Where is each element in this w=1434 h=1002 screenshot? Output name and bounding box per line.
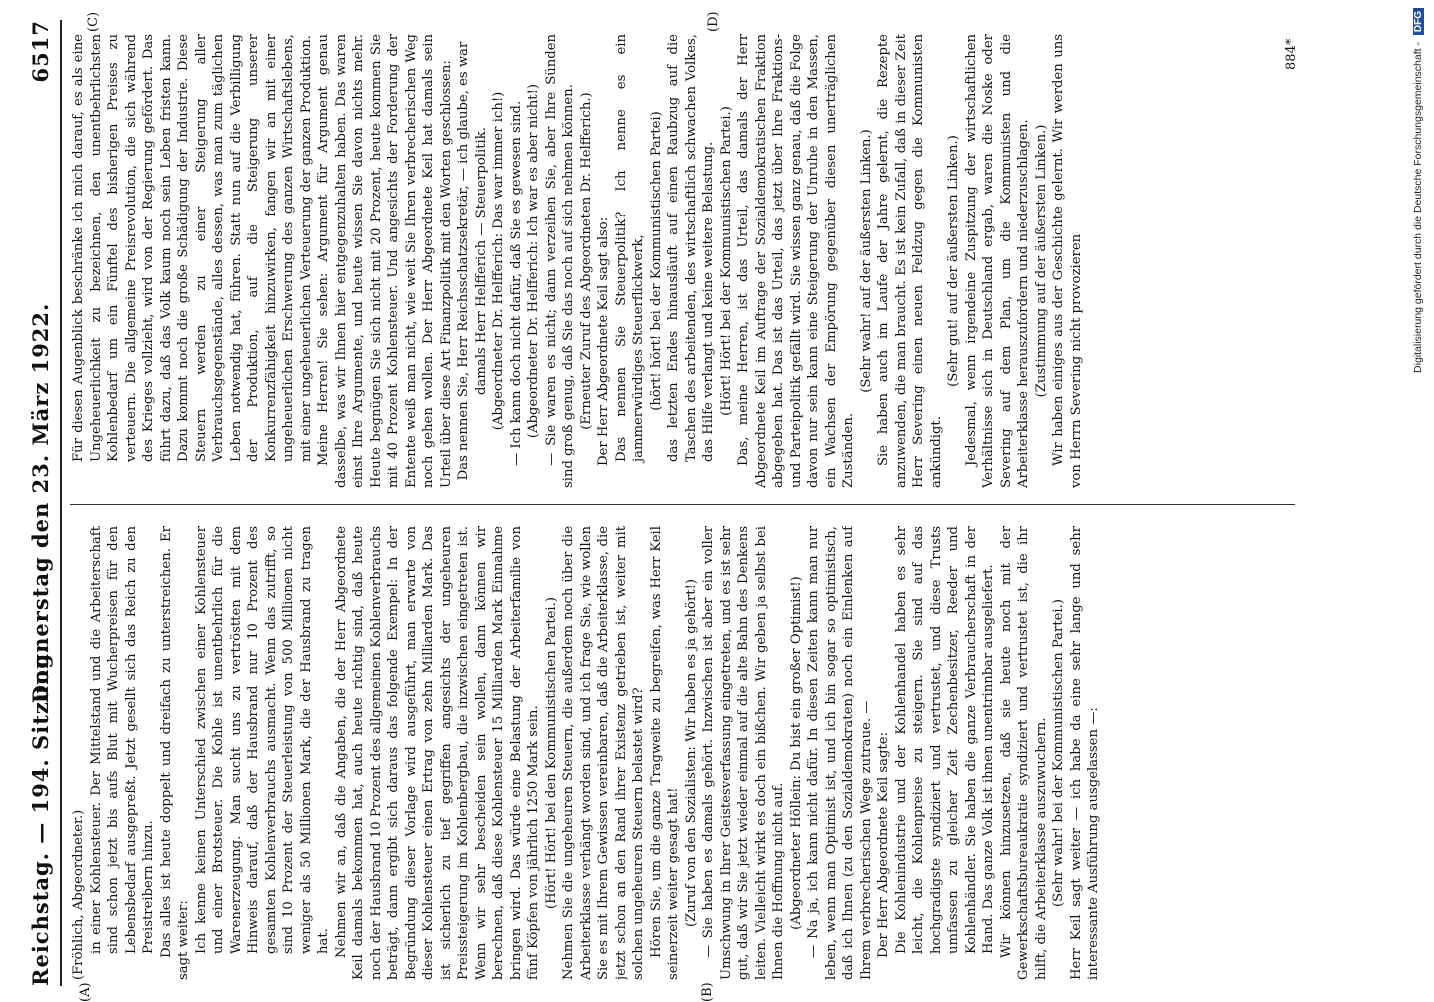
paragraph: Der Herr Abgeordnete Keil sagte: [876,731,891,958]
paragraph: (Sehr wahr! auf der äußersten Linken.) [858,129,874,393]
paragraph: Nehmen wir an, daß die Angaben, die der Herr Abgeordnete Keil damals bekommen hat, auch heute richtig sind, daß heute noch der Hausbrand 10 Prozent des allgemeinen Kohlenverbrauchs beträgt, dann ergibt sich daraus das folgende Exempel: In der Begründung dieser Vorlage wird ausgeführt, man erwarte von dieser Kohlensteuer einen Ertrag von zehn Milliarden Mark. Das ist sicherlich zu tief gegriffen angesichts der ungeheuren Preissteigerung im Kohlenbergbau, die inzwischen eingetreten ist. Wenn wir sehr bescheiden sein wollen, dann können wir berechnen, daß diese Kohlensteuer 15 Milliarden Mark Einnahme bringen wird. Das würde eine Belastung der Arbeiterfamilie von fünf Köpfen von jährlich 1250 Mark sein. [333,526,541,980]
paragraph: (Fröhlich, Abgeordneter.) [71,809,86,980]
paragraph: Herr Keil sagt weiter — ich habe da eine sehr lange und sehr interessante Ausführung ausgelassen —: [1068,526,1101,980]
paragraph: Der Herr Abgeordnete Keil sagt also: [596,216,611,466]
paragraph: Die Kohlenindustrie und der Kohlenhandel haben es sehr leicht, die Kohlenpreise zu steigern. Sie sind auf das hochgradigste syndiziert und vertrustet, und diese Trusts umfassen zu gleicher Zeit Zechenbesitzer, Reeder und Kohlenhändler. Sie haben die ganze Verbraucherschaft in der Hand. Das ganze Volk ist ihnen unentrinnbar ausgeliefert. [893,526,996,954]
paragraph: (Zuruf von den Sozialisten: Wir haben es ja gehört!) [683,578,699,928]
column-divider [70,504,1295,505]
page-header [26,20,62,986]
page-number: 6517 [28,20,53,83]
paragraph: Nehmen Sie die ungeheuren Steuern, die außerdem noch über die Arbeiterklasse verhängt worden sind, und ich frage Sie, wie wollen Sie es mit Ihrem Gewissen vereinbaren, daß die Arbeiterklasse, die jetzt schon an den Rand ihrer Existenz getrieben ist, weiter mit solchen ungeheuren Steuern belastet wird? [561,526,646,980]
paragraph: (Hört! Hört! bei den Kommunistischen Partei.) [543,597,559,909]
paragraph: (Abgeordneter Dr. Helfferich: Ich war es aber nicht!) [526,83,541,439]
paragraph: Für diesen Augenblick beschränke ich mich darauf, es als eine Ungeheuerlichkeit zu bezeichnen, den unentbehrlichsten Kohlenbedarf um ein Fünftel des bisherigen Preises zu verteuern. Die allgemeine Preisrevolution, die sich während des Krieges vollzieht, wird von der Regierung gefördert. Das führt dazu, daß das Volk kaum noch sein Leben fristen kann. Dazu kommt noch die große Schädigung der Industrie. Diese Steuern werden zu einer Steigerung aller Verbrauchsgegenstände, alles dessen, was man zum täglichen Leben notwendig hat, führen. Statt nun auf die Verbilligung der Produktion, auf die Steigerung unserer Konkurrenzfähigkeit hinzuwirken, fangen wir an mit einer ungeheuerlichen Erschwerung des ganzen Wirtschaftslebens, mit einer ungeheuerlichen Verteuerung der ganzen Produktion. [71,34,314,462]
paragraph: in einer Kohlensteuer. Der Mittelstand und die Arbeiterschaft sind schon jetzt bis aufs Blut mit Wucherpreisen für den Lebensbedarf ausgepreßt. Jetzt gesellt sich das Reich zu den Preistreibern hinzu. [88,526,156,954]
margin-marker-a: (A) [78,982,93,1002]
dfg-logo: DFG [1413,8,1424,35]
right-column [70,34,1300,488]
paragraph: — Sie waren es nicht; dann verzeihen Sie, aber Ihre Sünden sind groß genug, daß Sie das noch auf sich nehmen können. [543,34,576,488]
paragraph: das letzten Endes hinausläuft auf einen Raubzug auf die Taschen des arbeitenden, des wirtschaftlich schwachen Volkes, das Hilfe verlangt und keine weitere Belastung. [666,34,716,462]
header-date: Donnerstag den 23. März 1922. [28,302,53,704]
paragraph: Meine Herren! Sie sehen: Argument für Argument genau dasselbe, was wir Ihnen hier entgegenzuhalten haben. Das waren einst Ihre Argumente, und heute wissen Sie davon nichts mehr. Heute begnügen Sie sich nicht mit 20 Prozent, heute kommen Sie mit 40 Prozent Kohlensteuer. Und angesichts der Forderung der Entente weiß man nicht, wie weit Sie Ihren verbrecherischen Weg noch gehen wollen. Der Herr Abgeordnete Keil hat damals sein Urteil über diese Art Finanzpolitik mit den Worten geschlossen: [316,34,454,488]
paragraph: Jedesmal, wenn irgendeine Zuspitzung der wirtschaftlichen Verhältnisse sich in Deutschland ergab, waren die Noske oder Severing auf dem Plan, um die Kommunisten und die Arbeiterklasse herauszufordern und niederzuschlagen. [963,34,1031,488]
margin-marker-b: (B) [700,982,715,1002]
paragraph: (Abgeordneter Dr. Helfferich: Das war immer ich!) [491,91,506,431]
dfg-side-note [1412,8,1430,998]
paragraph: (hört! hört! bei der Kommunistischen Partei) [648,111,664,411]
paragraph: Das nennen Sie, Herr Reichsschatzsekretär, — ich glaube, es war damals Herr Helfferich — Steuerpolitik. [456,41,489,481]
paragraph: — Ich kann doch nicht dafür, daß Sie es gewesen sind. [508,100,524,466]
paragraph: Das, meine Herren, ist das Urteil, das damals der Herr Abgeordnete Keil im Auftrage der Sozialdemokratischen Fraktion abgegeben hat. Das ist das Urteil, das jetzt über Ihre Fraktions- und Parteipolitik gefällt wird. Sie wissen ganz genau, daß die Folge davon nur sein kann eine Steigerung der Unruhe in den Massen, ein Wachsen der Empörung gegenüber diesen unerträglichen Zuständen. [736,34,856,488]
paragraph: (Zustimmung auf der äußersten Linken.) [1033,124,1049,398]
signature-mark: 884* [1284,38,1299,70]
paragraph: — Sie haben es damals gehört. Inzwischen ist aber ein voller Umschwung in Ihrer Geistesverfassung eingetreten, und es ist sehr gut, daß wir Sie jetzt wieder einmal auf die alte Bahn des Denkens leiten. Vielleicht wirkt es doch ein bißchen. Wir geben ja selbst bei Ihnen die Hoffnung nicht auf. [701,526,786,980]
paragraph: Sie haben auch im Laufe der Jahre gelernt, die Rezepte anzuwenden, die man braucht. Es ist kein Zufall, daß in dieser Zeit Herr Severing einen neuen Feldzug gegen die Kommunisten ankündigt. [876,34,944,488]
paragraph: (Sehr gut! auf der äußersten Linken.) [946,135,961,387]
paragraph: Das nennen Sie Steuerpolitik? Ich nenne es ein jammerwürdiges Steuerflickwerk, [613,34,646,462]
paragraph: Wir können hinzusetzen, daß sie heute noch mit der Gewerkschaftsbureaukratie syndiziert und vertrustet ist, die ihr hilft, die Arbeiterklasse auszuwuchern. [998,526,1049,980]
paragraph: Hören Sie, um die ganze Tragweite zu begreifen, was Herr Keil seinerzeit weiter gesagt hat! [648,526,681,980]
left-column [70,526,1300,980]
paragraph: Wir haben einiges aus der Geschichte gelernt. Wir werden uns von Herrn Severing nicht provozieren [1051,34,1084,488]
margin-marker-d: (D) [706,11,721,32]
margin-marker-c: (C) [86,11,101,32]
paragraph: (Hört! Hört! bei der Kommunistischen Partei.) [718,106,734,416]
paragraph: Ich kenne keinen Unterschied zwischen einer Kohlensteuer und einer Brotsteuer. Die Kohle ist unentbehrlich für die Warenerzeugung. Man sucht uns zu vertröstten mit dem Hinweis darauf, daß der Hausbrand nur 10 Prozent des gesamten Kohlenverbrauchs ausmacht. Wenn das zutrifft, so sind 10 Prozent der Steuerleistung von 500 Millionen nicht weniger als 50 Millionen Mark, die der Hausbrand zu tragen hat. [193,526,331,954]
header-session: Reichstag. — 194. Sitzung. [28,644,53,986]
paragraph: (Sehr wahr! bei der Kommunistischen Partei.) [1051,599,1066,907]
paragraph: Das alles ist heute doppelt und dreifach zu unterstreichen. Er sagt weiter: [158,526,191,980]
dfg-note-text: Digitalisierung gefördert durch die Deutsche Forschungsgemeinschaft - [1412,42,1424,373]
paragraph: (Erneuter Zuruf des Abgeordneten Dr. Helfferich.) [578,92,594,430]
paragraph: (Abgeordneter Höllein: Du bist ein großer Optimist!) [788,576,804,930]
paragraph: — Na ja, ich kann nicht dafür. In diesen Zeiten kann man nur leben, wenn man Optimist ist, und ich bin sogar so optimistisch, daß ich Ihnen (zu den Sozialdemokraten) noch ein Einlenken auf Ihrem verbrecherischen Wege zutraue. — [806,526,874,980]
